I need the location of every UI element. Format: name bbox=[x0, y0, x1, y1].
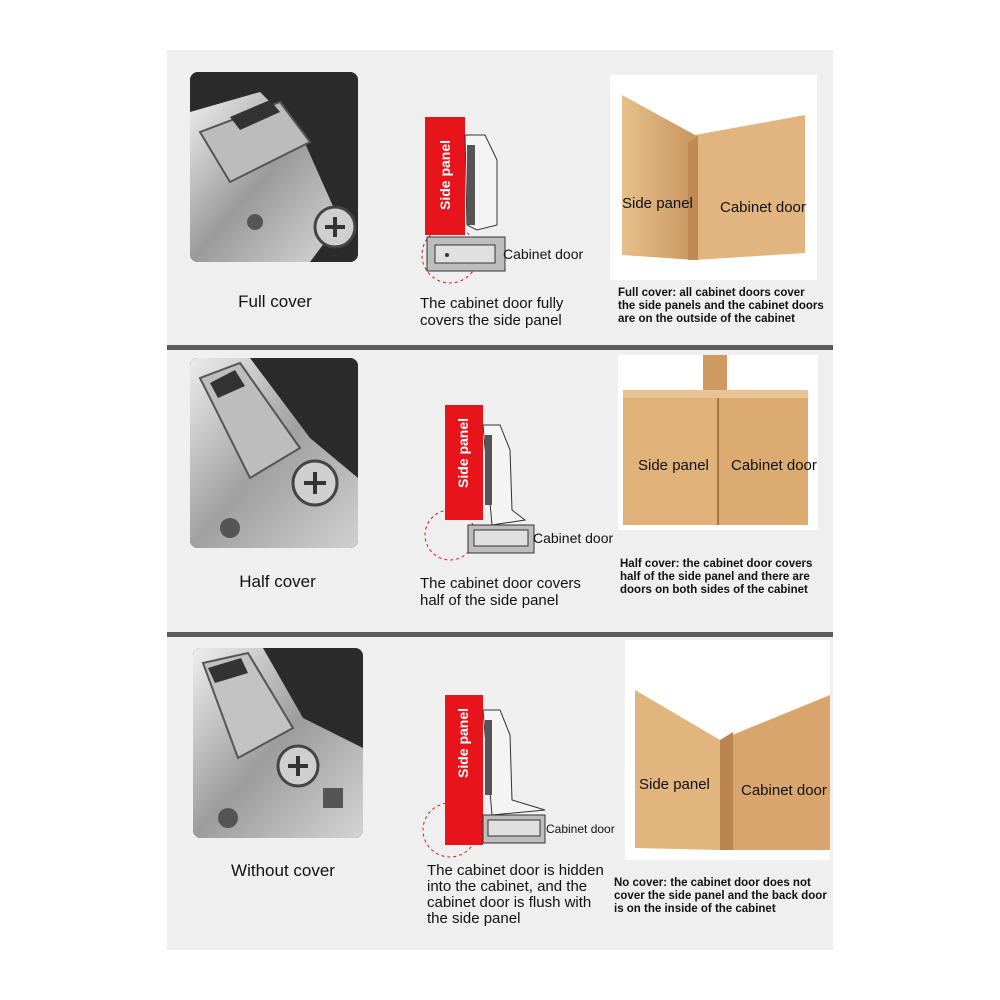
wood-cabinet-door-label: Cabinet door bbox=[731, 457, 817, 474]
wood-illustration-half-cover bbox=[618, 355, 818, 530]
hinge-photo-full-cover bbox=[190, 72, 358, 262]
wood-side-panel-label: Side panel bbox=[622, 195, 693, 212]
wood-cabinet-door-label: Cabinet door bbox=[720, 199, 806, 216]
hinge-diagram-half-cover bbox=[420, 400, 630, 565]
row-title: Half cover bbox=[239, 572, 316, 591]
row-caption: The cabinet door is hidden into the cabinet, and the cabinet door is flush with the side panel bbox=[427, 862, 604, 927]
hinge-diagram-full-cover bbox=[405, 105, 605, 285]
row-caption: The cabinet door covers half of the side panel bbox=[420, 575, 581, 609]
row-note: Half cover: the cabinet door covers half of the side panel and there are doors on both sides of the cabinet bbox=[620, 558, 813, 596]
wood-cabinet-door-label: Cabinet door bbox=[741, 782, 827, 799]
hinge-photo-without-cover bbox=[193, 648, 363, 838]
row-divider bbox=[167, 345, 833, 350]
diagram-cabinet-door-label: Cabinet door bbox=[533, 530, 614, 546]
diagram-side-panel-label: Side panel bbox=[437, 139, 453, 210]
diagram-cabinet-door-label: Cabinet door bbox=[503, 246, 584, 262]
wood-side-panel-label: Side panel bbox=[638, 457, 709, 474]
row-note: Full cover: all cabinet doors cover the side panels and the cabinet doors are on the outside of the cabinet bbox=[618, 287, 824, 325]
row-caption: The cabinet door fully covers the side panel bbox=[420, 295, 564, 329]
hinge-diagram-without-cover bbox=[420, 690, 630, 860]
wood-illustration-without-cover bbox=[625, 640, 830, 860]
diagram-cabinet-door-label: Cabinet door bbox=[546, 822, 615, 836]
wood-side-panel-label: Side panel bbox=[639, 776, 710, 793]
row-title: Full cover bbox=[238, 292, 312, 311]
wood-illustration-full-cover bbox=[610, 75, 817, 280]
diagram-side-panel-label: Side panel bbox=[455, 417, 471, 488]
diagram-side-panel-label: Side panel bbox=[455, 707, 471, 778]
hinge-photo-half-cover bbox=[190, 358, 358, 548]
row-title: Without cover bbox=[231, 861, 335, 880]
row-divider bbox=[167, 632, 833, 637]
row-note: No cover: the cabinet door does not cover the side panel and the back door is on the inside of the cabinet bbox=[614, 877, 827, 915]
